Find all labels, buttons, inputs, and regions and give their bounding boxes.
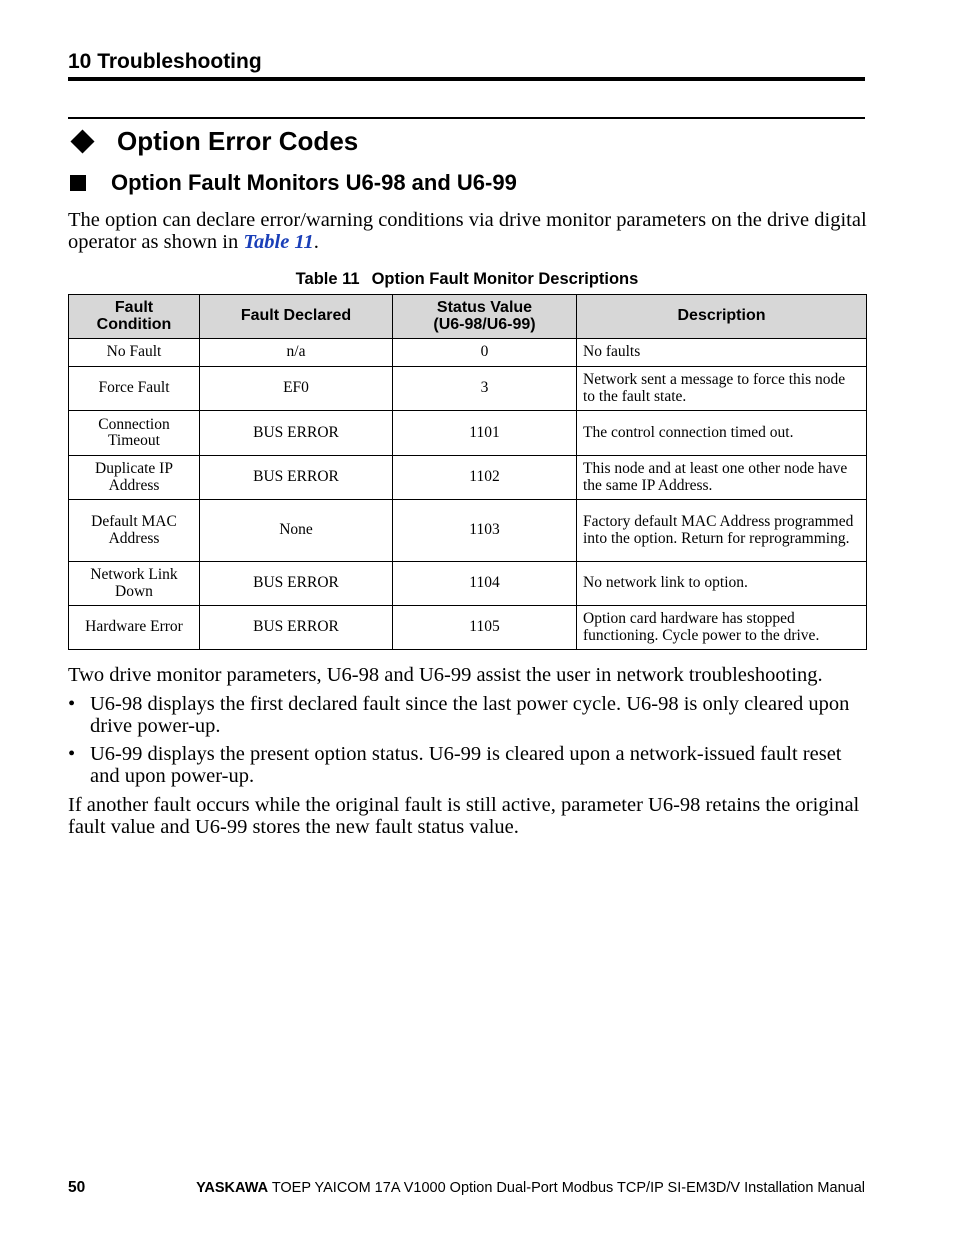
- cell-fault-declared: BUS ERROR: [200, 562, 393, 606]
- col-header-status-value: Status Value (U6-98/U6-99): [393, 295, 577, 339]
- heading1-row: [68, 124, 358, 158]
- cell-fault-declared: BUS ERROR: [200, 606, 393, 650]
- col-header-fault-declared: Fault Declared: [200, 295, 393, 339]
- cell-status-value: 3: [393, 367, 577, 411]
- table-link[interactable]: Table 11: [243, 230, 314, 253]
- col-header-fault-condition: Fault Condition: [69, 295, 200, 339]
- table-title: Option Fault Monitor Descriptions: [371, 270, 639, 288]
- intro-text-end: .: [313, 230, 319, 253]
- col-header-description: Description: [577, 295, 867, 339]
- table-row: [69, 367, 867, 411]
- bullet-item: [68, 744, 868, 787]
- cell-description: Factory default MAC Address programmed into the option. Return for reprogramming.: [577, 500, 867, 562]
- table-row: [69, 339, 867, 367]
- cell-fault-declared: BUS ERROR: [200, 411, 393, 456]
- bullet-text: U6-99 displays the present option status. U6-99 is cleared upon a network-issued fault reset and upon power-up.: [90, 743, 842, 787]
- intro-paragraph: [68, 210, 868, 253]
- bullet-text: U6-98 displays the first declared fault since the last power cycle. U6-98 is only cleared upon drive power-up.: [90, 693, 850, 737]
- cell-description: No network link to option.: [577, 562, 867, 606]
- fault-monitor-table: [68, 294, 867, 650]
- table-row: [69, 456, 867, 500]
- cell-status-value: 1103: [393, 500, 577, 562]
- page-number: 50: [68, 1179, 86, 1196]
- cell-fault-condition: Hardware Error: [69, 606, 200, 650]
- cell-fault-condition: Default MAC Address: [69, 500, 200, 562]
- footer-brand: YASKAWA: [196, 1180, 269, 1196]
- bullet-dot-icon: •: [68, 693, 76, 715]
- cell-fault-condition: Network Link Down: [69, 562, 200, 606]
- table-header-row: [69, 295, 867, 339]
- table-row: [69, 562, 867, 606]
- square-bullet-icon: [70, 175, 86, 191]
- cell-fault-condition: Force Fault: [69, 367, 200, 411]
- bullet-item: [68, 694, 868, 737]
- footer-title-text: TOEP YAICOM 17A V1000 Option Dual-Port Modbus TCP/IP SI-EM3D/V Installation Manual: [268, 1180, 865, 1196]
- closing-paragraph: If another fault occurs while the original fault is still active, parameter U6-98 retains the original fault value and U6-99 stores the new fault status value.: [68, 794, 860, 838]
- cell-status-value: 1101: [393, 411, 577, 456]
- cell-fault-condition: Duplicate IP Address: [69, 456, 200, 500]
- diamond-bullet-icon: [70, 129, 94, 153]
- cell-status-value: 1105: [393, 606, 577, 650]
- heading1: Option Error Codes: [117, 125, 359, 156]
- header-rule: [68, 77, 865, 81]
- heading2-row: [68, 168, 517, 198]
- cell-fault-condition: No Fault: [69, 339, 200, 367]
- heading2: Option Fault Monitors U6-98 and U6-99: [111, 170, 517, 195]
- cell-description: Network sent a message to force this node to the fault state.: [577, 367, 867, 411]
- cell-status-value: 1102: [393, 456, 577, 500]
- cell-description: This node and at least one other node have the same IP Address.: [577, 456, 867, 500]
- cell-fault-declared: EF0: [200, 367, 393, 411]
- table-caption: [0, 270, 934, 289]
- cell-fault-condition: Connection Timeout: [69, 411, 200, 456]
- table-row: [69, 411, 867, 456]
- cell-fault-declared: BUS ERROR: [200, 456, 393, 500]
- running-header: 10 Troubleshooting: [68, 50, 262, 73]
- table-number: Table 11: [295, 270, 360, 288]
- cell-fault-declared: None: [200, 500, 393, 562]
- footer-manual-title: [196, 1180, 865, 1196]
- bullet-dot-icon: •: [68, 743, 76, 765]
- cell-fault-declared: n/a: [200, 339, 393, 367]
- cell-status-value: 1104: [393, 562, 577, 606]
- summary-paragraph: Two drive monitor parameters, U6-98 and U6-99 assist the user in network troubleshooting.: [68, 664, 823, 686]
- cell-description: No faults: [577, 339, 867, 367]
- intro-text: The option can declare error/warning conditions via drive monitor parameters on the drive digital operator as shown in: [68, 209, 867, 253]
- table-row: [69, 606, 867, 650]
- section-rule: [68, 117, 865, 119]
- cell-description: The control connection timed out.: [577, 411, 867, 456]
- cell-status-value: 0: [393, 339, 577, 367]
- cell-description: Option card hardware has stopped functioning. Cycle power to the drive.: [577, 606, 867, 650]
- table-row: [69, 500, 867, 562]
